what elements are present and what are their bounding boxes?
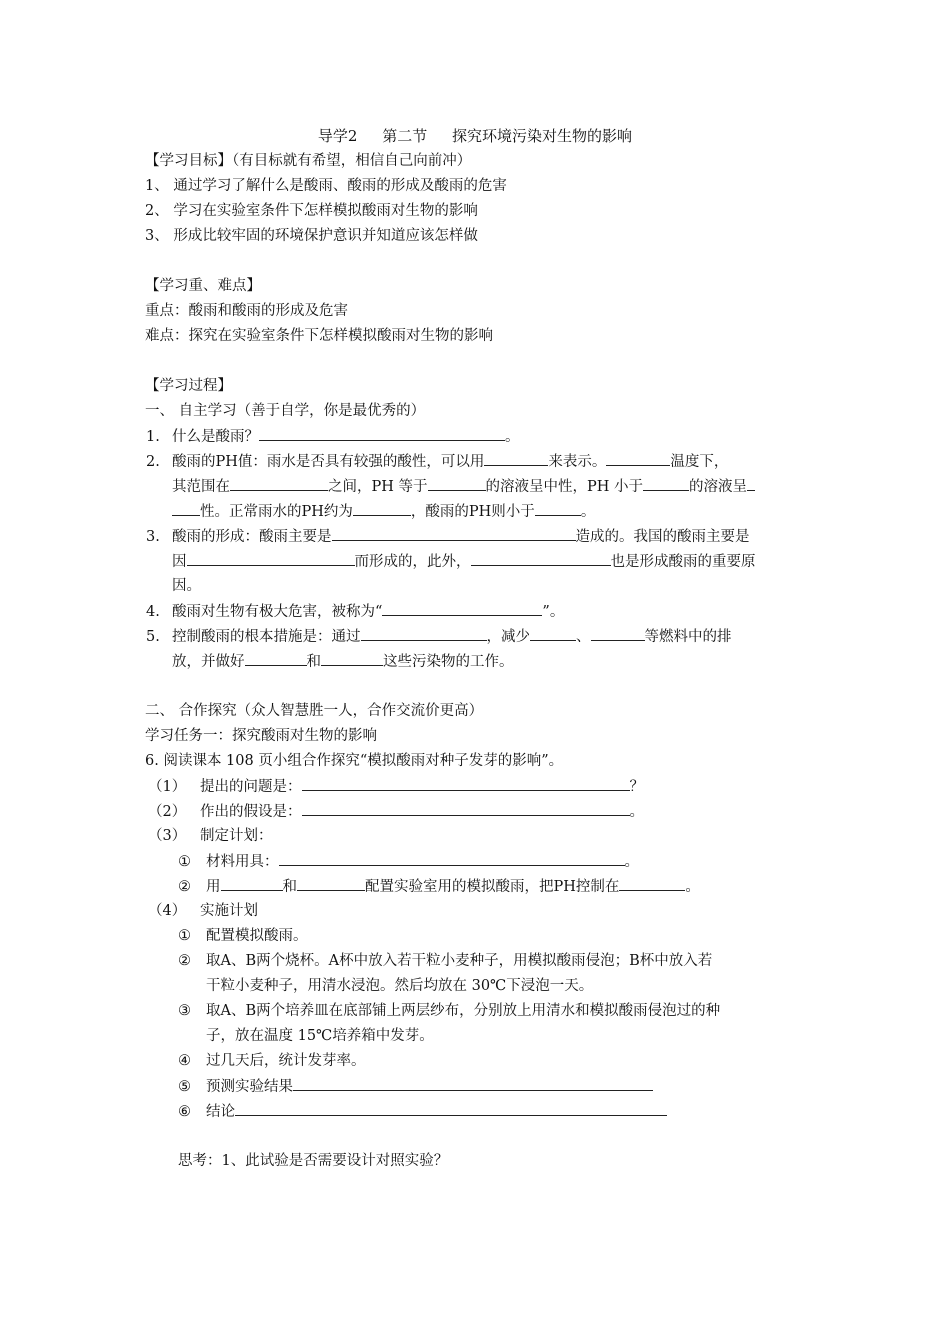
- step-label: ④: [178, 1053, 191, 1069]
- implement-step-2-cont: 干粒小麦种子，用清水浸泡。然后均放在 30℃下浸泡一天。: [206, 978, 594, 994]
- key-point: 重点：酸雨和酸雨的形成及危害: [145, 303, 348, 319]
- question-text: 因: [172, 554, 187, 570]
- step-text: 材料用具：: [206, 854, 279, 870]
- title-part-lesson: 导学2: [317, 127, 358, 145]
- step-label: ②: [178, 953, 191, 969]
- question-text: 、: [576, 629, 591, 645]
- question-number: 5.: [146, 629, 160, 645]
- question-text: 放，并做好: [172, 654, 245, 670]
- question-text: 酸雨的PH值：雨水是否具有较强的酸性，可以用: [172, 454, 485, 470]
- question-text: 其范围在: [172, 479, 230, 495]
- predict-result: [178, 1076, 653, 1097]
- question-text: 这些污染物的工作。: [383, 654, 514, 670]
- step-label: ③: [178, 1003, 191, 1019]
- section-1-heading: 一、 自主学习（善于自学，你是最优秀的）: [145, 403, 426, 419]
- answer-blank[interactable]: [332, 526, 576, 541]
- step-plan: [148, 826, 273, 846]
- answer-blank[interactable]: [530, 626, 576, 641]
- question-text: ，减少: [486, 629, 530, 645]
- answer-blank[interactable]: [428, 476, 486, 491]
- answer-blank[interactable]: [259, 426, 505, 441]
- step-label: （4）: [148, 903, 187, 919]
- question-2-line-1: [146, 451, 728, 472]
- question-text: 等燃料中的排: [644, 629, 732, 645]
- question-text: 什么是酸雨？: [172, 429, 259, 445]
- answer-blank[interactable]: [353, 501, 411, 516]
- step-text: 提出的问题是：: [200, 779, 302, 795]
- objective-2: 2、 学习在实验室条件下怎样模拟酸雨对生物的影响: [145, 203, 478, 219]
- implement-step-4: [178, 1051, 366, 1071]
- question-4: [146, 601, 564, 622]
- step-text: 结论: [206, 1104, 235, 1120]
- step-label: ②: [178, 879, 191, 895]
- question-text: 性。正常雨水的PH约为: [200, 504, 353, 520]
- question-text: 酸雨的形成：酸雨主要是: [172, 529, 332, 545]
- step-label: ⑥: [178, 1104, 191, 1120]
- question-5-line-1: [146, 626, 732, 647]
- task-1-heading: 学习任务一：探究酸雨对生物的影响: [145, 728, 377, 744]
- answer-blank[interactable]: [361, 626, 487, 641]
- answer-blank[interactable]: [230, 476, 328, 491]
- step-label: ①: [178, 928, 191, 944]
- question-3-line-3: 因。: [172, 578, 201, 594]
- step-label: （2）: [148, 804, 187, 820]
- answer-blank[interactable]: [297, 876, 365, 891]
- step-hypothesis: [148, 801, 644, 822]
- objective-1: 1、 通过学习了解什么是酸雨、酸雨的形成及酸雨的危害: [145, 178, 507, 194]
- question-6: 6. 阅读课本 108 页小组合作探究“模拟酸雨对种子发芽的影响”。: [145, 753, 564, 769]
- question-3-line-1: [146, 526, 750, 547]
- step-implement: [148, 901, 258, 921]
- question-text: 也是形成酸雨的重要原: [610, 554, 756, 570]
- question-text: ，酸雨的PH则小于: [410, 504, 535, 520]
- question-text: 温度下，: [670, 454, 729, 470]
- title-part-section: 第二节: [382, 127, 428, 145]
- step-text: 作出的假设是：: [200, 804, 302, 820]
- step-end: 。: [685, 879, 700, 895]
- question-text: 之间，PH 等于: [328, 479, 428, 495]
- question-2-line-2: [172, 476, 755, 497]
- objective-3: 3、 形成比较牢固的环境保护意识并知道应该怎样做: [145, 228, 478, 244]
- question-text: 。: [580, 504, 596, 520]
- step-label: ⑤: [178, 1079, 191, 1095]
- title-part-topic: 探究环境污染对生物的影响: [452, 127, 633, 145]
- question-text: 和: [306, 654, 321, 670]
- answer-blank[interactable]: [747, 476, 755, 491]
- implement-step-3-cont: 子，放在温度 15℃培养箱中发芽。: [206, 1028, 434, 1044]
- step-label: （3）: [148, 828, 187, 844]
- answer-blank[interactable]: [302, 776, 630, 791]
- page-title: [0, 126, 950, 146]
- answer-blank[interactable]: [172, 501, 200, 516]
- answer-blank[interactable]: [382, 601, 542, 616]
- step-text: 配置模拟酸雨。: [206, 928, 308, 944]
- question-5-line-2: [172, 651, 514, 672]
- answer-blank[interactable]: [221, 876, 283, 891]
- answer-blank[interactable]: [606, 451, 670, 466]
- plan-acid-rain: [178, 876, 700, 897]
- step-end: 。: [629, 804, 644, 820]
- step-end: ？: [629, 779, 644, 795]
- question-text: 的溶液呈: [689, 479, 748, 495]
- question-text: ”。: [542, 604, 565, 620]
- answer-blank[interactable]: [293, 1076, 653, 1091]
- step-text: 过几天后，统计发芽率。: [206, 1053, 366, 1069]
- implement-step-1: [178, 926, 308, 946]
- step-text: 预测实验结果: [206, 1079, 293, 1095]
- question-text: 的溶液呈中性，PH 小于: [485, 479, 644, 495]
- difficult-point: 难点：探究在实验室条件下怎样模拟酸雨对生物的影响: [145, 328, 493, 344]
- keypoints-heading: 【学习重、难点】: [145, 278, 261, 294]
- answer-blank[interactable]: [591, 626, 645, 641]
- step-text: 取A、B两个培养皿在底部铺上两层纱布，分别放上用清水和模拟酸雨侵泡过的种: [206, 1003, 721, 1019]
- step-label: ①: [178, 854, 191, 870]
- question-text: 而形成的，此外，: [354, 554, 471, 570]
- question-1: [146, 426, 520, 447]
- answer-blank[interactable]: [619, 876, 685, 891]
- step-text: 配置实验室用的模拟酸雨，把PH控制在: [365, 879, 620, 895]
- answer-blank[interactable]: [535, 501, 581, 516]
- answer-blank[interactable]: [187, 551, 355, 566]
- answer-blank[interactable]: [279, 851, 625, 866]
- answer-blank[interactable]: [643, 476, 689, 491]
- answer-blank[interactable]: [471, 551, 611, 566]
- question-number: 2.: [146, 454, 160, 470]
- answer-blank[interactable]: [484, 451, 548, 466]
- answer-blank[interactable]: [235, 1101, 667, 1116]
- implement-step-2: [178, 951, 712, 971]
- step-text: 取A、B两个烧杯。A杯中放入若干粒小麦种子，用模拟酸雨侵泡；B杯中放入若: [206, 953, 713, 969]
- question-text: 造成的。我国的酸雨主要是: [575, 529, 750, 545]
- answer-blank[interactable]: [245, 651, 307, 666]
- conclusion: [178, 1101, 667, 1122]
- process-heading: 【学习过程】: [145, 378, 232, 394]
- question-3-line-2: [172, 551, 756, 572]
- step-text: 用: [206, 879, 221, 895]
- question-number: 1.: [146, 429, 160, 445]
- step-text: 和: [282, 879, 297, 895]
- question-number: 3.: [146, 529, 160, 545]
- plan-materials: [178, 851, 639, 872]
- step-text: 制定计划：: [200, 828, 273, 844]
- question-number: 4.: [146, 604, 160, 620]
- question-text: 酸雨对生物有极大危害，被称为“: [172, 604, 383, 620]
- objectives-heading: 【学习目标】（有目标就有希望，相信自己向前冲）: [145, 153, 472, 169]
- section-2-heading: 二、 合作探究（众人智慧胜一人，合作交流价更高）: [145, 703, 484, 719]
- answer-blank[interactable]: [302, 801, 630, 816]
- question-text: 控制酸雨的根本措施是：通过: [172, 629, 361, 645]
- answer-blank[interactable]: [321, 651, 383, 666]
- question-text: 来表示。: [548, 454, 607, 470]
- step-end: 。: [624, 854, 639, 870]
- question-2-line-3: [172, 501, 595, 522]
- implement-step-3: [178, 1001, 720, 1021]
- step-label: （1）: [148, 779, 187, 795]
- step-question: [148, 776, 644, 797]
- step-text: 实施计划: [200, 903, 258, 919]
- question-end: 。: [505, 429, 520, 445]
- think-question: 思考：1、此试验是否需要设计对照实验？: [178, 1153, 449, 1169]
